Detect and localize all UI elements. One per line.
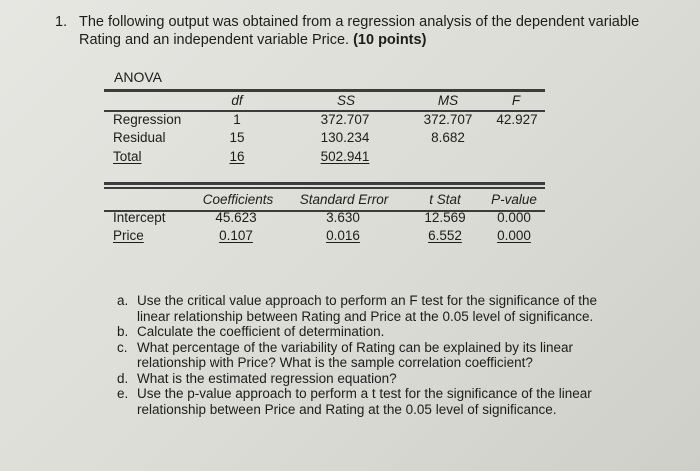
part-b-letter: b.	[117, 324, 129, 339]
anova-row-residual-df: 15	[229, 130, 245, 145]
coef-header-t-stat: t Stat	[429, 192, 461, 207]
anova-row-residual-ss: 130.234	[320, 130, 370, 145]
part-a-text: Use the critical value approach to perform an F test for the significance of the linear relationship between Rating and Price at the 0.05 level of significance.	[137, 293, 597, 324]
coef-header-coefficients: Coefficients	[202, 192, 274, 207]
anova-row-regression-ms: 372.707	[423, 112, 473, 127]
part-e-letter: e.	[117, 386, 129, 401]
coef-row-price-name: Price	[113, 228, 144, 243]
anova-row-regression-f: 42.927	[496, 112, 538, 127]
anova-header-df: df	[231, 93, 243, 108]
anova-row-total-source: Total	[113, 149, 142, 164]
part-a	[117, 293, 607, 324]
part-d	[117, 371, 607, 387]
anova-header-ms: MS	[437, 93, 459, 108]
coef-row-intercept-se: 3.630	[326, 210, 360, 225]
coef-header-p-value: P-value	[491, 192, 537, 207]
coef-top-rule	[104, 182, 545, 185]
anova-top-rule	[104, 89, 545, 92]
coef-row-price-se: 0.016	[326, 228, 360, 243]
anova-row-regression-ss: 372.707	[320, 112, 370, 127]
question-points: (10 points)	[353, 32, 427, 48]
anova-row-residual-source: Residual	[113, 130, 166, 145]
part-b	[117, 324, 607, 340]
anova-label: ANOVA	[114, 69, 162, 85]
anova-header-ss: SS	[336, 93, 355, 108]
coef-row-intercept-p: 0.000	[497, 210, 531, 225]
part-c	[117, 340, 607, 371]
part-a-letter: a.	[117, 293, 129, 308]
anova-row-regression-source: Regression	[113, 112, 182, 127]
coef-second-rule	[104, 187, 545, 189]
coef-row-price-t: 6.552	[428, 228, 462, 243]
part-d-text: What is the estimated regression equation?	[137, 370, 397, 386]
question-body: The following output was obtained from a regression analysis of the dependent variable Rating and an independent variable Price.	[79, 14, 640, 48]
part-c-letter: c.	[117, 339, 128, 355]
anova-row-total-df: 16	[229, 149, 245, 164]
anova-header-f: F	[511, 93, 521, 108]
coef-header-standard-error: Standard Error	[299, 192, 389, 207]
part-e-text: Use the p-value approach to perform a t test for the significance of the linear relationship between Price and Rating at the 0.05 level of significance.	[137, 386, 592, 417]
part-d-letter: d.	[117, 370, 129, 386]
coef-row-intercept-t: 12.569	[424, 210, 466, 225]
anova-row-residual-ms: 8.682	[431, 130, 465, 145]
question-text	[79, 13, 665, 49]
coef-row-price-p: 0.000	[497, 228, 531, 243]
part-c-text: What percentage of the variability of Rating can be explained by its linear relationship with Price? What is the sample correlation coefficient?	[137, 339, 574, 370]
part-b-text: Calculate the coefficient of determination.	[137, 324, 385, 339]
question-number: 1.	[55, 14, 68, 30]
coef-row-intercept-coef: 45.623	[215, 210, 257, 225]
coef-row-price-coef: 0.107	[219, 228, 253, 243]
anova-row-total-ss: 502.941	[320, 149, 370, 164]
question-1	[55, 13, 665, 49]
anova-row-regression-df: 1	[233, 112, 241, 127]
question-parts	[117, 293, 607, 417]
coef-row-intercept-name: Intercept	[113, 210, 166, 225]
part-e	[117, 386, 607, 417]
